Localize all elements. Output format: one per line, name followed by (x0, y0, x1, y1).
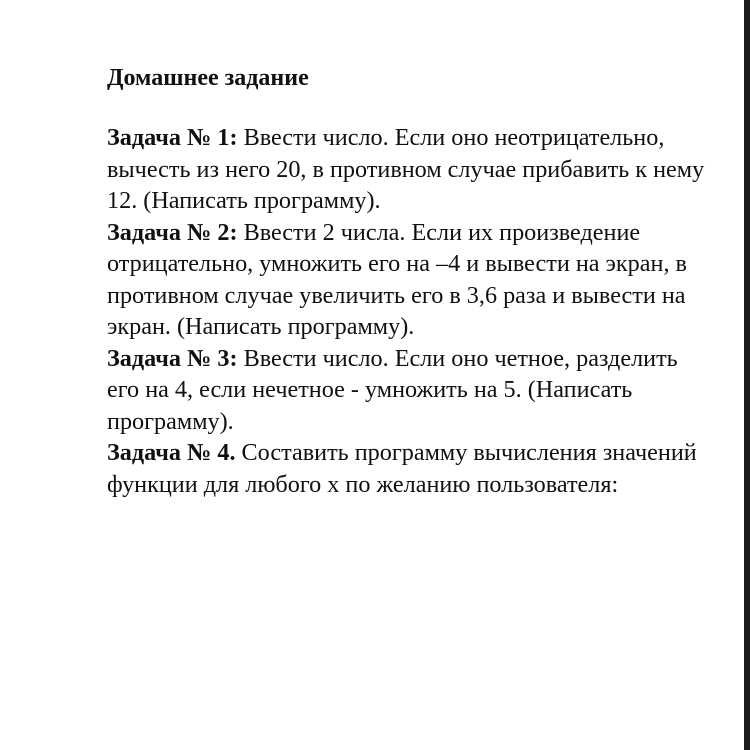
task-4-text: Составить программу вычисления значений функции для любого x по желанию пользователя: (107, 439, 697, 498)
task-2-text: Ввести 2 числа. Если их произведение отрицательно, умножить его на –4 и вывести на экран, в противном случае увеличить его в 3,6 раза и вывести на экран. (Написать программу). (107, 218, 687, 340)
task-3-label: Задача № 3: (107, 344, 238, 372)
task-4 (107, 437, 707, 500)
task-1-text: Ввести число. Если оно неотрицательно, вычесть из него 20, в противном случае прибавить к нему 12. (Написать программу). (107, 124, 705, 214)
task-1-label: Задача № 1: (107, 124, 238, 151)
task-2-label: Задача № 2: (107, 218, 238, 246)
page-edge-border (744, 0, 750, 750)
task-1 (107, 122, 707, 217)
document-title: Домашнее задание (107, 65, 309, 91)
task-3 (107, 343, 707, 438)
task-4-label: Задача № 4. (107, 439, 236, 466)
document-page (107, 62, 707, 500)
task-2 (107, 217, 707, 343)
task-3-text: Ввести число. Если оно четное, разделить его на 4, если нечетное - умножить на 5. (Написать программу). (107, 344, 678, 435)
